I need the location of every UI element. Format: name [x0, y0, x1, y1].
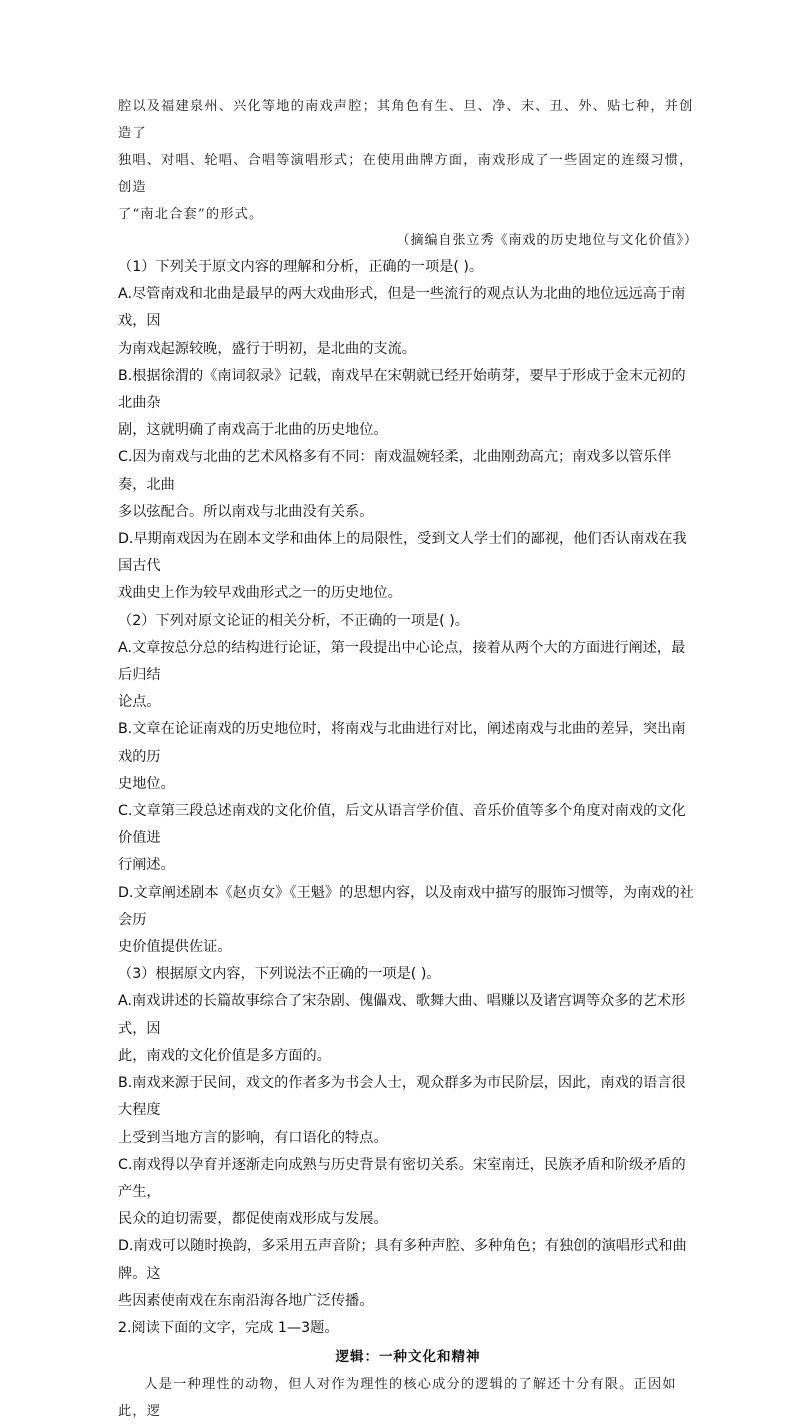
option-line: 此，南戏的文化价值是多方面的。: [118, 1047, 331, 1064]
article-body: [118, 1371, 698, 1425]
option-line: 行阐述。: [118, 857, 175, 874]
question-stem: （2）下列对原文论证的相关分析，不正确的一项是( )。: [118, 612, 469, 629]
option-line: B.文章在论证南戏的历史地位时，将南戏与北曲进行对比，阐述南戏与北曲的差异，突出南戏的历: [118, 721, 686, 765]
option-line: 些因素使南戏在东南沿海各地广泛传播。: [118, 1292, 374, 1309]
option-line: 剧，这就明确了南戏高于北曲的历史地位。: [118, 422, 388, 439]
option-line: A.南戏讲述的长篇故事综合了宋杂剧、傀儡戏、歌舞大曲、唱赚以及诸宫调等众多的艺术形式，因: [118, 993, 686, 1037]
option-line: D.文章阐述剧本《赵贞女》《王魁》的思想内容，以及南戏中描写的服饰习惯等，为南戏的社会历: [118, 884, 694, 928]
option-line: 多以弦配合。所以南戏与北曲没有关系。: [118, 503, 374, 520]
question-1: [118, 254, 698, 608]
option-line: 上受到当地方言的影响，有口语化的特点。: [118, 1129, 388, 1146]
article-title: 逻辑：一种文化和精神: [335, 1349, 481, 1366]
option-line: D.南戏可以随时换韵，多采用五声音阶；具有多种声腔、多种角色；有独创的演唱形式和曲牌。这: [118, 1238, 687, 1282]
question-2: [118, 608, 698, 962]
passage-source: （摘编自张立秀《南戏的历史地位与文化价值》）: [396, 233, 698, 248]
option-line: 为南戏起源较晚，盛行于明初，是北曲的支流。: [118, 340, 416, 357]
option-line: 史地位。: [118, 775, 175, 792]
option-line: 戏曲史上作为较早戏曲形式之一的历史地位。: [118, 585, 402, 602]
option-line: B.南戏来源于民间，戏文的作者多为书会人士，观众群多为市民阶层，因此，南戏的语言很大程度: [118, 1075, 686, 1119]
option-line: 民众的迫切需要，都促使南戏形成与发展。: [118, 1211, 388, 1228]
option-line: A.文章按总分总的结构进行论证，第一段提出中心论点，接着从两个大的方面进行阐述，最后归结: [118, 639, 686, 684]
page-content: [118, 93, 698, 1425]
option-line: 论点。: [118, 694, 161, 711]
option-line: C.因为南戏与北曲的艺术风格多有不同：南戏温婉轻柔，北曲刚劲高亢；南戏多以管乐伴奏，北曲: [118, 449, 672, 493]
option-line: D.早期南戏因为在剧本文学和曲体上的局限性，受到文人学士们的鄙视，他们否认南戏在我国古代: [118, 531, 687, 575]
section-2-instruction: 2.阅读下面的文字，完成 1—3题。: [118, 1319, 339, 1336]
passage-excerpt: [118, 93, 698, 228]
passage-line: 了“南北合套”的形式。: [118, 207, 264, 222]
question-stem: （1）下列关于原文内容的理解和分析，正确的一项是( )。: [118, 259, 484, 275]
option-line: C.南戏得以孕育并逐渐走向成熟与历史背景有密切关系。宋室南迁，民族矛盾和阶级矛盾的产生，: [118, 1156, 686, 1200]
question-3: [118, 961, 698, 1315]
option-line: 史价值提供佐证。: [118, 939, 232, 956]
article-first-line: 人是一种理性的动物，但人对作为理性的核心成分的逻辑的了解还十分有限。正因如此，逻: [118, 1377, 677, 1420]
passage-line: 腔以及福建泉州、兴化等地的南戏声腔；其角色有生、旦、净、末、丑、外、贴七种，并创造了: [118, 99, 694, 141]
question-list: [118, 254, 698, 1342]
question-stem: （3）根据原文内容，下列说法不正确的一项是( )。: [118, 966, 441, 983]
option-line: A.尽管南戏和北曲是最早的两大戏曲形式，但是一些流行的观点认为北曲的地位远远高于南戏，因: [118, 286, 686, 330]
passage-line: 独唱、对唱、轮唱、合唱等演唱形式；在使用曲牌方面，南戏形成了一些固定的连缀习惯，创造: [118, 153, 694, 195]
option-line: C.文章第三段总述南戏的文化价值，后文从语言学价值、音乐价值等多个角度对南戏的文化价值进: [118, 803, 686, 847]
option-line: B.根据徐渭的《南词叙录》记载，南戏早在宋朝就已经开始萌芽，要早于形成于金末元初的北曲杂: [118, 367, 686, 412]
